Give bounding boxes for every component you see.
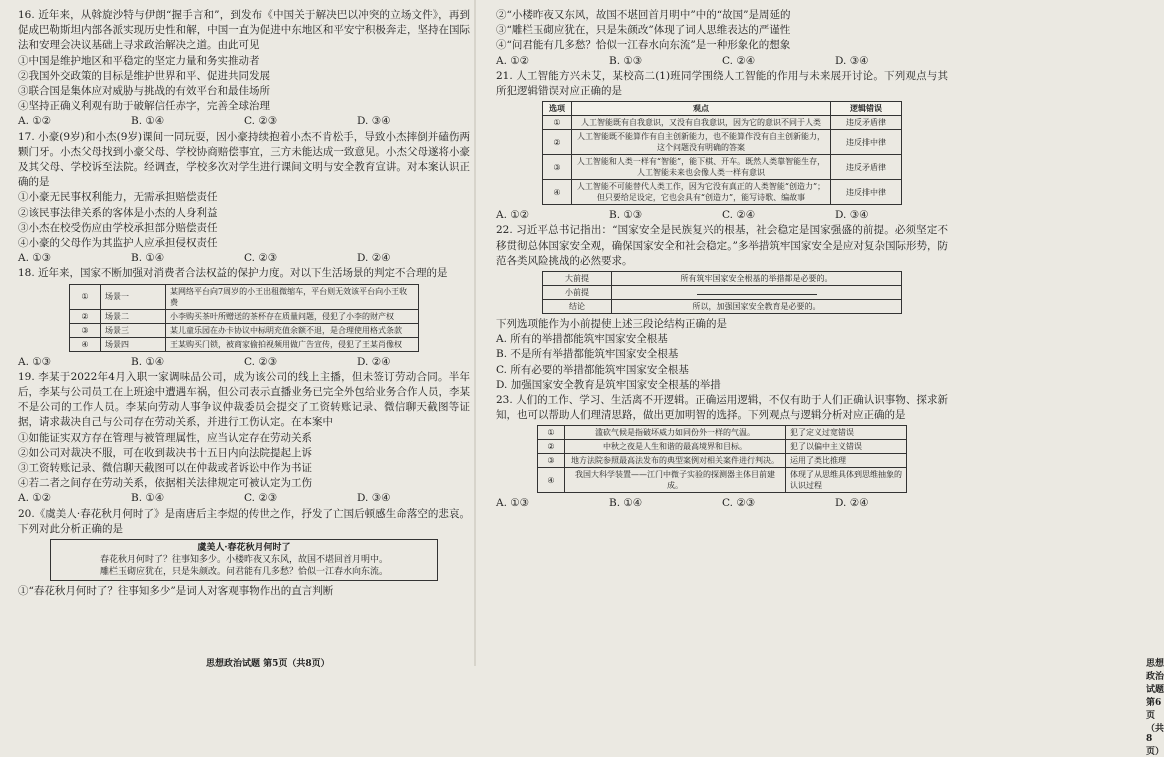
premise-text: 所以，加强国家安全教育是必要的。 (612, 300, 902, 314)
choice-b: B. ①③ (609, 209, 643, 222)
choice-d: D. ③④ (357, 115, 391, 128)
statement-2: ②“小楼昨夜又东风，故国不堪回首月明中”中的“故国”是周延的 (496, 9, 791, 21)
table-row (538, 426, 907, 440)
error-type: 违反矛盾律 (831, 155, 902, 180)
row-number: ② (543, 130, 572, 155)
page-footer: 思想政治试题 第6页（共8页） (1146, 659, 1164, 757)
table-row (538, 440, 907, 454)
premise-blank (612, 286, 902, 300)
table-row (538, 468, 907, 493)
choice-c: C. ②③ (244, 492, 278, 505)
answer-choices (496, 54, 948, 69)
choice-c: C. ②④ (722, 54, 756, 67)
statement-2: ②我国外交政策的目标是维护世界和平、促进共同发展 (18, 69, 270, 82)
choice-c: C. 所有必要的举措都能筑牢国家安全根基 (496, 363, 689, 376)
choice-a: A. ①③ (18, 252, 52, 265)
question-23 (496, 393, 948, 512)
statement-4: ④“问君能有几多愁？恰似一江春水向东流”是一种形象化的想象 (496, 39, 791, 52)
analysis-text: 运用了类比推理 (786, 454, 907, 468)
statement-1: ①中国是维护地区和平稳定的坚定力量和务实推动者 (18, 54, 260, 67)
row-number: ① (543, 116, 572, 130)
choice-b: B. ①④ (609, 497, 643, 510)
question-stem: 19. 李某于2022年4月入职一家调味品公司，成为该公司的线上主播，但未签订劳动合同。半年后，李某与公司员工在上班途中遭遇车祸，但公司表示直播业务已完全外包给业务合作人员，李某不是公司的工作人员。李某向劳动人事争议仲裁委员会提交了工资转账记录、微信聊天截图等证据，请求裁决自己与公司存在劳动关系，并进行工伤认定。在本案中 (18, 370, 470, 429)
choice-d: D. ②④ (835, 497, 869, 510)
question-20 (18, 507, 470, 600)
table-header (543, 102, 902, 116)
question-16 (18, 8, 470, 130)
premise-label: 小前提 (543, 286, 612, 300)
statement-1: ①“春花秋月何时了？往事知多少”是词人对客观事物作出的直言判断 (18, 585, 334, 598)
view-text: 人工智能既有自我意识，又没有自我意识，因为它的意识不同于人类 (572, 116, 831, 130)
answer-choices (18, 114, 470, 129)
choice-c: C. ②④ (722, 209, 756, 222)
view-text: 滥砍气候是指破坏威力如同份外一样的气温。 (565, 426, 786, 440)
row-number: ② (538, 440, 565, 454)
choice-c: C. ②③ (244, 252, 278, 265)
table-row (543, 130, 902, 155)
viewpoint-table (542, 101, 902, 205)
error-type: 违反排中律 (831, 130, 902, 155)
scenario-text: 王某购买门锁，被商家偷拍视频用做广告宣传，侵犯了王某肖像权 (166, 337, 419, 351)
question-18 (18, 266, 470, 369)
row-number: ② (70, 309, 101, 323)
scenario-text: 某网络平台向7周岁的小王出租微缩车，平台则无效该平台向小王收费 (166, 284, 419, 309)
poem-line: 雕栏玉砌应犹在，只是朱颜改。问君能有几多愁？恰似一江春水向东流。 (99, 567, 388, 578)
statement-1: ①小豪无民事权利能力，无需承担赔偿责任 (18, 191, 218, 204)
choice-b: B. ①④ (131, 492, 165, 505)
choice-d: D. ②④ (357, 355, 391, 368)
table-row (543, 155, 902, 180)
statement-3: ③工资转账记录、微信聊天截图可以在仲裁或者诉讼中作为书证 (18, 462, 312, 475)
choice-c: C. ②③ (722, 497, 756, 510)
statement-1: ①如能证实双方存在管理与被管理属性，应当认定存在劳动关系 (18, 431, 312, 444)
row-number: ④ (543, 180, 572, 205)
choice-b: B. ①③ (609, 54, 643, 67)
view-text: 中秋之夜是人生和谐的最高境界和目标。 (565, 440, 786, 454)
table-row (543, 180, 902, 205)
choice-a: A. 所有的举措都能筑牢国家安全根基 (496, 333, 668, 346)
view-text: 我国大科学装置——江门中微子实验的探测器主体目前建成。 (565, 468, 786, 493)
scenario-name: 场景二 (101, 309, 166, 323)
choice-a: A. ①② (496, 54, 530, 67)
question-stem: 22. 习近平总书记指出：“国家安全是民族复兴的根基，社会稳定是国家强盛的前提。必须坚定不移贯彻总体国家安全观，确保国家安全和社会稳定。”多举措筑牢国家安全是应对复杂国际形势，防范各类风险挑战的必然要求。 (496, 224, 948, 267)
choice-a: A. ①③ (18, 355, 52, 368)
statement-4: ④坚持正确义利观有助于破解信任赤字，完善全球治理 (18, 100, 270, 113)
page-5 (18, 8, 470, 669)
poem-title: 虞美人·春花秋月何时了 (197, 543, 291, 554)
answer-choices (18, 491, 470, 506)
table-row (70, 309, 419, 323)
header-view: 观点 (572, 102, 831, 116)
question-stem: 17. 小豪(9岁)和小杰(9岁)课间一同玩耍，因小豪持续抱着小杰不肯松手，导致小杰摔倒并磕伤两颗门牙。小杰父母找到小豪父母、学校协商赔偿事宜，三方未能达成一致意见。小杰父母遂将小豪及其父母、学校诉至法院。经调查，学校多次对学生进行课间文明与安全教育宣讲。对本案认识正确的是 (18, 130, 470, 189)
question-stem: 18. 近年来，国家不断加强对消费者合法权益的保护力度。对以下生活场景的判定不合理的是 (18, 267, 448, 280)
statement-4: ④小豪的父母作为其监护人应承担侵权责任 (18, 237, 218, 250)
blank-line (697, 294, 817, 295)
choice-a: A. ①② (18, 115, 52, 128)
row-number: ③ (543, 155, 572, 180)
header-error: 逻辑错误 (831, 102, 902, 116)
question-21 (496, 69, 948, 224)
scenario-name: 场景一 (101, 284, 166, 309)
scenario-name: 场景四 (101, 337, 166, 351)
poem-box (50, 539, 438, 581)
choice-a: A. ①③ (496, 497, 530, 510)
analysis-text: 犯了定义过宽错误 (786, 426, 907, 440)
table-row (543, 116, 902, 130)
question-17 (18, 130, 470, 267)
statement-3: ③联合国是集体应对威胁与挑战的有效平台和最佳场所 (18, 85, 270, 98)
choice-b: B. ①④ (131, 355, 165, 368)
poem-line: 春花秋月何时了？往事知多少。小楼昨夜又东风，故国不堪回首月明中。 (99, 555, 388, 566)
choice-d: D. ③④ (835, 54, 869, 67)
question-stem: 21. 人工智能方兴未艾，某校高二(1)班同学围绕人工智能的作用与未来展开讨论。下列观点与其所犯逻辑错误对应正确的是 (496, 69, 948, 98)
statement-3: ③小杰在校受伤应由学校承担部分赔偿责任 (18, 221, 218, 234)
table-row (543, 272, 902, 286)
choice-b: B. ①④ (131, 115, 165, 128)
question-19 (18, 370, 470, 507)
question-stem: 23. 人们的工作、学习、生活离不开逻辑。正确运用逻辑，不仅有助于人们正确认识事物、探求新知，也可以帮助人们理清思路，做出更加明智的选择。下列观点与逻辑分析对应正确的是 (496, 394, 948, 422)
row-number: ④ (70, 337, 101, 351)
view-text: 人工智能既不能算作有自主创新能力，也不能算作没有自主创新能力，这个问题没有明确的答案 (572, 130, 831, 155)
analysis-text: 体现了从思维具体到思维抽象的认识过程 (786, 468, 907, 493)
question-stem: 20.《虞美人·春花秋月何时了》是南唐后主李煜的传世之作，抒发了亡国后顿感生命落空的悲哀。下列对此分析正确的是 (18, 507, 470, 535)
question-stem: 16. 近年来，从斡旋沙特与伊朗“握手言和”，到发布《中国关于解决巴以冲突的立场文件》，再到促成巴勒斯坦内部各派实现历史性和解，中国一直为促进中东地区和平安宁积极奔走，坚持在国际法和安理会决议基础上寻求政治解决之道。由此可见 (18, 9, 470, 52)
choice-d: D. ②④ (357, 252, 391, 265)
answer-choices (18, 355, 470, 370)
view-text: 人工智能不可能替代人类工作，因为它没有真正的人类智能“创造力”；但只要给足设定，它也会具有“创造力”，能写诗歌、编故事 (572, 180, 831, 205)
choice-a: A. ①② (18, 492, 52, 505)
table-row (543, 286, 902, 300)
view-text: 人工智能和人类一样有“智能”，能下棋、开车。既然人类靠智能生存，人工智能未来也会像人类一样有意识 (572, 155, 831, 180)
statement-2: ②如公司对裁决不服，可在收到裁决书十五日内向法院提起上诉 (18, 446, 312, 459)
statement-4: ④若二者之间存在劳动关系，依据相关法律规定可被认定为工伤 (18, 477, 312, 490)
header-option: 选项 (543, 102, 572, 116)
scenario-table (69, 284, 419, 352)
error-type: 违反矛盾律 (831, 116, 902, 130)
choice-b: B. 不是所有举措都能筑牢国家安全根基 (496, 348, 679, 361)
answer-choices (496, 208, 948, 223)
scenario-text: 小李购买茶叶所赠送的茶杯存在质量问题，侵犯了小李的财产权 (166, 309, 419, 323)
choice-a: A. ①② (496, 209, 530, 222)
table-row (70, 323, 419, 337)
statement-3: ③“雕栏玉砌应犹在，只是朱颜改”体现了词人思维表达的严谨性 (496, 24, 791, 37)
row-number: ① (538, 426, 565, 440)
logic-table (537, 425, 907, 493)
table-row (70, 284, 419, 309)
view-text: 地方法院参照最高法发布的典型案例对相关案件进行判决。 (565, 454, 786, 468)
syllogism-table (542, 271, 902, 314)
scenario-name: 场景三 (101, 323, 166, 337)
choice-b: B. ①④ (131, 252, 165, 265)
error-type: 违反排中律 (831, 180, 902, 205)
row-number: ③ (70, 323, 101, 337)
choice-d: D. ③④ (357, 492, 391, 505)
question-prompt: 下列选项能作为小前提使上述三段论结构正确的是 (496, 318, 727, 331)
page-footer: 思想政治试题 第5页（共8页） (206, 659, 330, 669)
answer-choices (496, 496, 948, 511)
row-number: ④ (538, 468, 565, 493)
premise-text: 所有筑牢国家安全根基的举措都是必要的。 (612, 272, 902, 286)
row-number: ① (70, 284, 101, 309)
choice-d: D. ③④ (835, 209, 869, 222)
choice-c: C. ②③ (244, 355, 278, 368)
page-6 (496, 8, 1164, 757)
choice-c: C. ②③ (244, 115, 278, 128)
row-number: ③ (538, 454, 565, 468)
answer-choices (18, 251, 470, 266)
question-20-continued (496, 8, 948, 69)
analysis-text: 犯了以偏中主义错误 (786, 440, 907, 454)
table-row (538, 454, 907, 468)
table-row (70, 337, 419, 351)
question-22 (496, 223, 948, 393)
page-divider (474, 0, 476, 666)
premise-label: 大前提 (543, 272, 612, 286)
choice-d: D. 加强国家安全教育是筑牢国家安全根基的举措 (496, 378, 721, 391)
table-row (543, 300, 902, 314)
scenario-text: 某儿童乐园在办卡协议中标明充值余额不退，是合理使用格式条款 (166, 323, 419, 337)
statement-2: ②该民事法律关系的客体是小杰的人身利益 (18, 206, 218, 219)
premise-label: 结论 (543, 300, 612, 314)
